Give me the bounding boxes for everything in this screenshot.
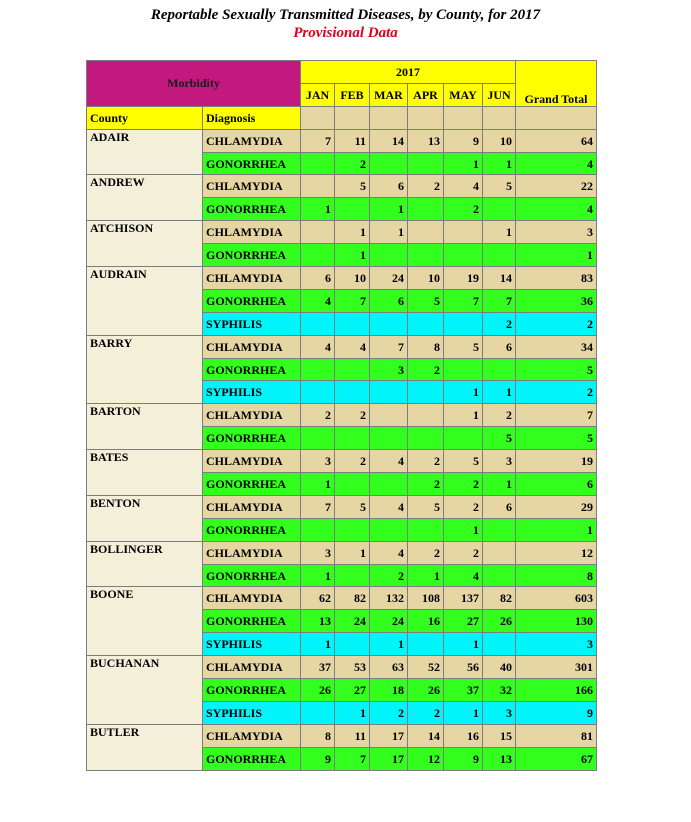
month-value-cell: 2 bbox=[444, 473, 483, 496]
month-header: FEB bbox=[335, 83, 370, 106]
month-value-cell: 132 bbox=[370, 587, 408, 610]
month-value-cell: 27 bbox=[335, 679, 370, 702]
month-value-cell bbox=[335, 518, 370, 541]
month-value-cell: 52 bbox=[408, 656, 444, 679]
diagnosis-cell: CHLAMYDIA bbox=[203, 404, 301, 427]
month-value-cell bbox=[370, 381, 408, 404]
month-value-cell bbox=[335, 358, 370, 381]
month-value-cell: 3 bbox=[483, 450, 516, 473]
month-header: JAN bbox=[301, 83, 335, 106]
month-value-cell: 63 bbox=[370, 656, 408, 679]
month-value-cell: 24 bbox=[370, 267, 408, 290]
month-value-cell bbox=[408, 381, 444, 404]
grand-total-cell: 2 bbox=[516, 381, 597, 404]
month-value-cell bbox=[408, 312, 444, 335]
county-name: BUCHANAN bbox=[87, 656, 203, 725]
year-header: 2017 bbox=[301, 61, 516, 84]
month-value-cell: 7 bbox=[301, 495, 335, 518]
grand-total-cell: 4 bbox=[516, 152, 597, 175]
month-value-cell: 4 bbox=[301, 289, 335, 312]
grand-total-cell: 12 bbox=[516, 541, 597, 564]
grand-total-cell: 83 bbox=[516, 267, 597, 290]
month-value-cell: 82 bbox=[335, 587, 370, 610]
month-value-cell: 1 bbox=[335, 701, 370, 724]
month-value-cell bbox=[335, 312, 370, 335]
diagnosis-cell: GONORRHEA bbox=[203, 679, 301, 702]
month-value-cell: 1 bbox=[301, 564, 335, 587]
month-value-cell: 1 bbox=[335, 541, 370, 564]
month-value-cell: 108 bbox=[408, 587, 444, 610]
diagnosis-cell: SYPHILIS bbox=[203, 633, 301, 656]
month-value-cell: 1 bbox=[408, 564, 444, 587]
month-value-cell: 5 bbox=[335, 175, 370, 198]
month-value-cell: 17 bbox=[370, 724, 408, 747]
month-value-cell bbox=[370, 312, 408, 335]
diagnosis-cell: CHLAMYDIA bbox=[203, 221, 301, 244]
month-value-cell: 3 bbox=[370, 358, 408, 381]
month-value-cell: 2 bbox=[408, 473, 444, 496]
month-value-cell: 1 bbox=[444, 404, 483, 427]
month-value-cell: 7 bbox=[444, 289, 483, 312]
county-name: ANDREW bbox=[87, 175, 203, 221]
county-name: BUTLER bbox=[87, 724, 203, 770]
month-value-cell: 7 bbox=[301, 129, 335, 152]
month-value-cell: 5 bbox=[408, 495, 444, 518]
month-value-cell: 1 bbox=[483, 473, 516, 496]
std-data-table bbox=[86, 60, 597, 771]
month-value-cell: 56 bbox=[444, 656, 483, 679]
month-value-cell bbox=[483, 633, 516, 656]
diagnosis-cell: GONORRHEA bbox=[203, 427, 301, 450]
grand-total-header: Grand Total bbox=[516, 61, 597, 107]
month-value-cell bbox=[408, 404, 444, 427]
month-value-cell: 5 bbox=[444, 335, 483, 358]
month-value-cell: 2 bbox=[408, 358, 444, 381]
month-value-cell: 6 bbox=[301, 267, 335, 290]
grand-total-cell: 9 bbox=[516, 701, 597, 724]
grand-total-cell: 29 bbox=[516, 495, 597, 518]
month-value-cell: 5 bbox=[444, 450, 483, 473]
month-value-cell: 4 bbox=[370, 541, 408, 564]
month-value-cell: 26 bbox=[408, 679, 444, 702]
month-value-cell bbox=[301, 381, 335, 404]
table-row bbox=[87, 495, 597, 518]
month-value-cell: 7 bbox=[335, 747, 370, 770]
month-value-cell: 17 bbox=[370, 747, 408, 770]
month-value-cell: 2 bbox=[444, 198, 483, 221]
month-value-cell: 9 bbox=[301, 747, 335, 770]
month-value-cell: 1 bbox=[444, 701, 483, 724]
month-value-cell: 13 bbox=[408, 129, 444, 152]
month-value-cell bbox=[301, 152, 335, 175]
grand-total-cell: 34 bbox=[516, 335, 597, 358]
grand-total-cell: 19 bbox=[516, 450, 597, 473]
month-header: APR bbox=[408, 83, 444, 106]
month-value-cell: 14 bbox=[408, 724, 444, 747]
month-value-cell: 2 bbox=[408, 541, 444, 564]
month-value-cell: 1 bbox=[301, 633, 335, 656]
diagnosis-cell: GONORRHEA bbox=[203, 198, 301, 221]
diagnosis-cell: CHLAMYDIA bbox=[203, 495, 301, 518]
month-value-cell: 10 bbox=[408, 267, 444, 290]
month-value-cell bbox=[444, 358, 483, 381]
month-value-cell: 24 bbox=[370, 610, 408, 633]
month-value-cell: 1 bbox=[301, 473, 335, 496]
diagnosis-cell: CHLAMYDIA bbox=[203, 450, 301, 473]
month-value-cell: 1 bbox=[444, 518, 483, 541]
diagnosis-cell: SYPHILIS bbox=[203, 312, 301, 335]
grand-total-cell: 2 bbox=[516, 312, 597, 335]
month-value-cell: 2 bbox=[444, 495, 483, 518]
diagnosis-cell: GONORRHEA bbox=[203, 610, 301, 633]
diagnosis-cell: GONORRHEA bbox=[203, 152, 301, 175]
month-value-cell: 1 bbox=[335, 244, 370, 267]
grand-total-cell: 5 bbox=[516, 427, 597, 450]
month-value-cell: 137 bbox=[444, 587, 483, 610]
month-value-cell: 37 bbox=[301, 656, 335, 679]
month-value-cell: 24 bbox=[335, 610, 370, 633]
month-value-cell bbox=[370, 244, 408, 267]
county-name: ADAIR bbox=[87, 129, 203, 175]
diagnosis-cell: CHLAMYDIA bbox=[203, 587, 301, 610]
month-value-cell bbox=[370, 473, 408, 496]
month-value-cell bbox=[370, 404, 408, 427]
month-value-cell bbox=[444, 244, 483, 267]
month-value-cell bbox=[335, 633, 370, 656]
month-value-cell: 5 bbox=[335, 495, 370, 518]
month-value-cell: 1 bbox=[483, 221, 516, 244]
month-value-cell bbox=[408, 198, 444, 221]
month-value-cell bbox=[301, 358, 335, 381]
month-value-cell: 13 bbox=[483, 747, 516, 770]
month-value-cell: 2 bbox=[408, 701, 444, 724]
month-value-cell: 4 bbox=[444, 175, 483, 198]
grand-total-cell: 603 bbox=[516, 587, 597, 610]
month-value-cell: 10 bbox=[483, 129, 516, 152]
month-value-cell bbox=[483, 358, 516, 381]
month-value-cell bbox=[301, 427, 335, 450]
month-header: MAY bbox=[444, 83, 483, 106]
grand-total-cell: 64 bbox=[516, 129, 597, 152]
month-value-cell bbox=[335, 381, 370, 404]
diagnosis-column-header: Diagnosis bbox=[203, 106, 301, 129]
grand-total-cell: 8 bbox=[516, 564, 597, 587]
diagnosis-cell: GONORRHEA bbox=[203, 244, 301, 267]
month-value-cell: 1 bbox=[301, 198, 335, 221]
diagnosis-cell: CHLAMYDIA bbox=[203, 129, 301, 152]
month-value-cell bbox=[483, 244, 516, 267]
month-value-cell: 8 bbox=[301, 724, 335, 747]
month-value-cell: 11 bbox=[335, 129, 370, 152]
month-value-cell: 7 bbox=[483, 289, 516, 312]
month-value-cell: 1 bbox=[444, 381, 483, 404]
grand-total-cell: 5 bbox=[516, 358, 597, 381]
county-name: BENTON bbox=[87, 495, 203, 541]
table-row bbox=[87, 724, 597, 747]
month-value-cell: 10 bbox=[335, 267, 370, 290]
month-value-cell: 4 bbox=[301, 335, 335, 358]
month-value-cell: 53 bbox=[335, 656, 370, 679]
month-value-cell: 62 bbox=[301, 587, 335, 610]
month-value-cell: 1 bbox=[335, 221, 370, 244]
month-value-cell bbox=[408, 152, 444, 175]
table-row bbox=[87, 175, 597, 198]
county-name: BOLLINGER bbox=[87, 541, 203, 587]
month-value-cell: 4 bbox=[444, 564, 483, 587]
grand-total-cell: 6 bbox=[516, 473, 597, 496]
diagnosis-cell: CHLAMYDIA bbox=[203, 175, 301, 198]
month-value-cell: 27 bbox=[444, 610, 483, 633]
month-value-cell: 4 bbox=[335, 335, 370, 358]
month-value-cell: 32 bbox=[483, 679, 516, 702]
grand-total-cell: 130 bbox=[516, 610, 597, 633]
county-name: BARRY bbox=[87, 335, 203, 404]
month-value-cell bbox=[444, 221, 483, 244]
month-value-cell bbox=[408, 518, 444, 541]
month-value-cell: 3 bbox=[483, 701, 516, 724]
month-value-cell: 19 bbox=[444, 267, 483, 290]
month-value-cell bbox=[483, 541, 516, 564]
month-value-cell: 26 bbox=[301, 679, 335, 702]
diagnosis-cell: GONORRHEA bbox=[203, 473, 301, 496]
month-value-cell: 2 bbox=[335, 152, 370, 175]
table-row bbox=[87, 267, 597, 290]
month-value-cell: 3 bbox=[301, 541, 335, 564]
diagnosis-cell: GONORRHEA bbox=[203, 289, 301, 312]
month-value-cell: 9 bbox=[444, 129, 483, 152]
diagnosis-cell: GONORRHEA bbox=[203, 747, 301, 770]
month-value-cell: 14 bbox=[483, 267, 516, 290]
month-value-cell bbox=[370, 152, 408, 175]
grand-total-cell: 67 bbox=[516, 747, 597, 770]
month-value-cell bbox=[408, 244, 444, 267]
diagnosis-cell: SYPHILIS bbox=[203, 381, 301, 404]
county-column-header: County bbox=[87, 106, 203, 129]
month-value-cell: 15 bbox=[483, 724, 516, 747]
month-value-cell: 2 bbox=[335, 404, 370, 427]
month-value-cell bbox=[408, 427, 444, 450]
table-row bbox=[87, 587, 597, 610]
month-value-cell: 1 bbox=[370, 221, 408, 244]
month-value-cell bbox=[301, 518, 335, 541]
grand-total-cell: 3 bbox=[516, 633, 597, 656]
month-value-cell: 1 bbox=[444, 152, 483, 175]
month-value-cell: 4 bbox=[370, 450, 408, 473]
county-name: AUDRAIN bbox=[87, 267, 203, 336]
grand-total-cell: 301 bbox=[516, 656, 597, 679]
table-row bbox=[87, 221, 597, 244]
grand-total-cell: 4 bbox=[516, 198, 597, 221]
month-value-cell: 6 bbox=[370, 175, 408, 198]
month-value-cell bbox=[444, 427, 483, 450]
month-header: MAR bbox=[370, 83, 408, 106]
month-value-cell: 13 bbox=[301, 610, 335, 633]
month-value-cell: 6 bbox=[483, 495, 516, 518]
month-value-cell bbox=[301, 244, 335, 267]
month-value-cell: 18 bbox=[370, 679, 408, 702]
month-value-cell: 2 bbox=[483, 312, 516, 335]
month-value-cell: 16 bbox=[408, 610, 444, 633]
county-name: BARTON bbox=[87, 404, 203, 450]
month-value-cell: 2 bbox=[370, 701, 408, 724]
month-value-cell: 1 bbox=[370, 198, 408, 221]
diagnosis-cell: GONORRHEA bbox=[203, 358, 301, 381]
report-subtitle: Provisional Data bbox=[293, 25, 398, 41]
month-value-cell: 5 bbox=[483, 175, 516, 198]
month-value-cell: 5 bbox=[408, 289, 444, 312]
diagnosis-cell: GONORRHEA bbox=[203, 518, 301, 541]
table-row bbox=[87, 450, 597, 473]
month-value-cell: 3 bbox=[301, 450, 335, 473]
month-value-cell bbox=[370, 518, 408, 541]
month-value-cell bbox=[408, 633, 444, 656]
month-value-cell: 5 bbox=[483, 427, 516, 450]
month-value-cell: 2 bbox=[483, 404, 516, 427]
diagnosis-cell: GONORRHEA bbox=[203, 564, 301, 587]
month-value-cell: 1 bbox=[483, 381, 516, 404]
month-value-cell: 37 bbox=[444, 679, 483, 702]
grand-total-cell: 1 bbox=[516, 244, 597, 267]
month-value-cell: 8 bbox=[408, 335, 444, 358]
table-body bbox=[87, 129, 597, 770]
month-value-cell: 9 bbox=[444, 747, 483, 770]
month-value-cell bbox=[370, 427, 408, 450]
report-title: Reportable Sexually Transmitted Diseases, by County, for 2017 bbox=[150, 7, 541, 23]
month-value-cell: 14 bbox=[370, 129, 408, 152]
month-value-cell: 40 bbox=[483, 656, 516, 679]
month-value-cell: 7 bbox=[335, 289, 370, 312]
grand-total-cell: 166 bbox=[516, 679, 597, 702]
grand-total-cell: 22 bbox=[516, 175, 597, 198]
grand-total-cell: 36 bbox=[516, 289, 597, 312]
month-value-cell: 11 bbox=[335, 724, 370, 747]
county-name: BATES bbox=[87, 450, 203, 496]
table-row bbox=[87, 129, 597, 152]
grand-total-cell: 3 bbox=[516, 221, 597, 244]
diagnosis-cell: CHLAMYDIA bbox=[203, 267, 301, 290]
month-value-cell: 2 bbox=[335, 450, 370, 473]
table-row bbox=[87, 541, 597, 564]
month-value-cell: 2 bbox=[301, 404, 335, 427]
month-value-cell bbox=[335, 198, 370, 221]
month-value-cell: 12 bbox=[408, 747, 444, 770]
month-value-cell bbox=[444, 312, 483, 335]
month-value-cell: 1 bbox=[444, 633, 483, 656]
county-name: BOONE bbox=[87, 587, 203, 656]
morbidity-header: Morbidity bbox=[87, 61, 301, 107]
month-value-cell: 2 bbox=[408, 450, 444, 473]
diagnosis-cell: SYPHILIS bbox=[203, 701, 301, 724]
month-value-cell bbox=[335, 427, 370, 450]
table-row bbox=[87, 335, 597, 358]
month-value-cell: 6 bbox=[370, 289, 408, 312]
month-value-cell: 4 bbox=[370, 495, 408, 518]
month-value-cell bbox=[301, 221, 335, 244]
month-value-cell: 1 bbox=[370, 633, 408, 656]
month-value-cell bbox=[301, 312, 335, 335]
table-row bbox=[87, 656, 597, 679]
month-value-cell bbox=[301, 701, 335, 724]
table-row bbox=[87, 404, 597, 427]
month-value-cell: 1 bbox=[483, 152, 516, 175]
diagnosis-cell: CHLAMYDIA bbox=[203, 541, 301, 564]
month-value-cell bbox=[335, 473, 370, 496]
month-value-cell: 2 bbox=[444, 541, 483, 564]
diagnosis-cell: CHLAMYDIA bbox=[203, 656, 301, 679]
grand-total-cell: 81 bbox=[516, 724, 597, 747]
month-value-cell: 7 bbox=[370, 335, 408, 358]
county-name: ATCHISON bbox=[87, 221, 203, 267]
month-value-cell: 6 bbox=[483, 335, 516, 358]
month-value-cell bbox=[483, 564, 516, 587]
month-value-cell bbox=[483, 518, 516, 541]
diagnosis-cell: CHLAMYDIA bbox=[203, 335, 301, 358]
grand-total-cell: 7 bbox=[516, 404, 597, 427]
month-value-cell bbox=[301, 175, 335, 198]
diagnosis-cell: CHLAMYDIA bbox=[203, 724, 301, 747]
month-value-cell: 82 bbox=[483, 587, 516, 610]
month-header: JUN bbox=[483, 83, 516, 106]
month-value-cell bbox=[483, 198, 516, 221]
month-value-cell: 2 bbox=[408, 175, 444, 198]
month-value-cell: 16 bbox=[444, 724, 483, 747]
month-value-cell bbox=[408, 221, 444, 244]
grand-total-cell: 1 bbox=[516, 518, 597, 541]
month-value-cell bbox=[335, 564, 370, 587]
month-value-cell: 2 bbox=[370, 564, 408, 587]
month-value-cell: 26 bbox=[483, 610, 516, 633]
